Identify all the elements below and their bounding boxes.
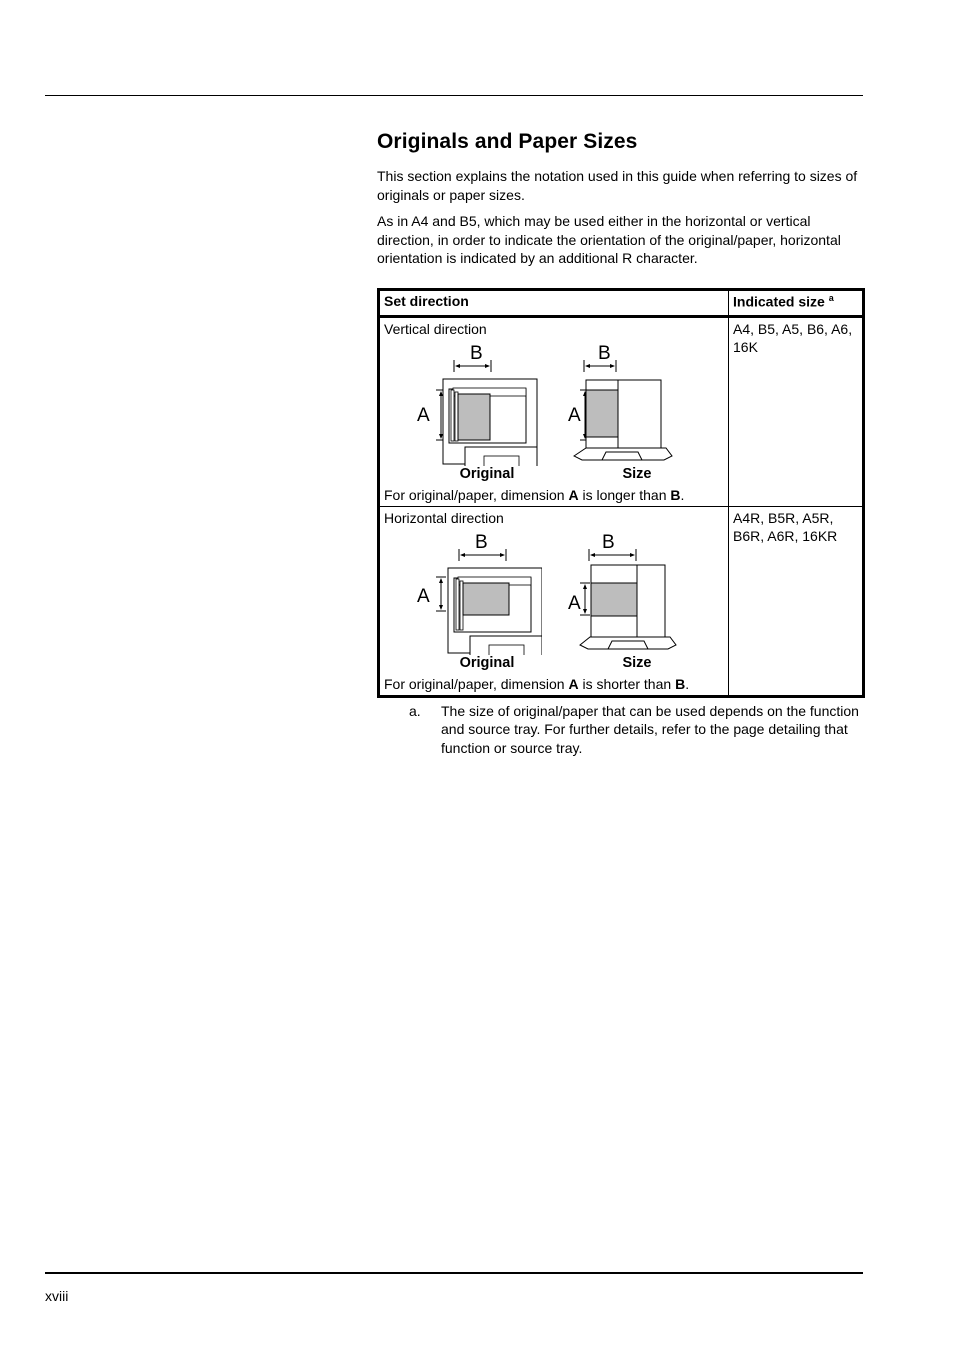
dimension-a-label: A bbox=[568, 592, 581, 614]
header-indicated-size bbox=[729, 289, 864, 316]
footer-rule bbox=[45, 1272, 863, 1274]
paper-size-table bbox=[377, 288, 865, 698]
page-number: xviii bbox=[45, 1288, 69, 1304]
direction-cell bbox=[379, 316, 729, 506]
intro-paragraph: This section explains the notation used in this guide when referring to sizes of originals or paper sizes. bbox=[377, 168, 858, 203]
size-diagram bbox=[562, 338, 712, 482]
header-rule bbox=[45, 95, 863, 96]
table-row bbox=[379, 316, 864, 506]
note-b: B bbox=[670, 486, 681, 503]
footnote-text: The size of original/paper that can be used depends on the function and source tray. For further details, refer to the page detailing that function or source tray. bbox=[441, 702, 859, 756]
main-content bbox=[377, 130, 863, 757]
diagram-row bbox=[384, 338, 724, 482]
footnote-mark: a. bbox=[409, 702, 421, 719]
paper-tray-illustration bbox=[562, 338, 692, 466]
diagram-row bbox=[384, 527, 724, 671]
direction-label: Vertical direction bbox=[384, 320, 487, 337]
scanner-original-illustration bbox=[412, 338, 542, 466]
direction-label: Horizontal direction bbox=[384, 509, 504, 526]
dimension-b-label: B bbox=[475, 531, 488, 553]
note-prefix: For original/paper, dimension bbox=[384, 486, 569, 503]
dimension-note bbox=[384, 675, 724, 693]
note-mid: is shorter than bbox=[578, 675, 676, 692]
scanner-original-illustration bbox=[412, 527, 542, 655]
orientation-paragraph: As in A4 and B5, which may be used either in the horizontal or vertical direction, in order to indicate the orientation of the original/paper, horizontal orientation is indicated by an additional R character. bbox=[377, 213, 841, 266]
dimension-a-label: A bbox=[568, 404, 581, 426]
footnote-ref: a bbox=[828, 292, 834, 303]
page-title: Originals and Paper Sizes bbox=[377, 130, 638, 153]
dimension-b-label: B bbox=[598, 342, 611, 364]
indicated-size-cell: A4R, B5R, A5R, B6R, A6R, 16KR bbox=[729, 506, 864, 696]
note-a: A bbox=[568, 486, 579, 503]
indicated-size-cell: A4, B5, A5, B6, A6, 16K bbox=[729, 316, 864, 506]
caption-original: Original bbox=[459, 465, 515, 482]
caption-size: Size bbox=[622, 654, 652, 671]
original-diagram bbox=[412, 338, 562, 482]
note-b: B bbox=[675, 675, 686, 692]
direction-cell bbox=[379, 506, 729, 696]
size-diagram bbox=[562, 527, 712, 671]
dimension-note bbox=[384, 486, 724, 504]
header-set-direction: Set direction bbox=[379, 289, 729, 316]
table-row bbox=[379, 506, 864, 696]
caption-original: Original bbox=[459, 654, 515, 671]
original-diagram bbox=[412, 527, 562, 671]
dimension-b-label: B bbox=[602, 531, 615, 553]
paper-tray-illustration bbox=[562, 527, 692, 655]
note-end: . bbox=[685, 675, 690, 692]
caption-size: Size bbox=[622, 465, 652, 482]
dimension-b-label: B bbox=[470, 342, 483, 364]
note-end: . bbox=[680, 486, 685, 503]
table-header-row bbox=[379, 289, 864, 316]
table-footnote bbox=[377, 702, 863, 758]
dimension-a-label: A bbox=[417, 585, 430, 607]
note-mid: is longer than bbox=[578, 486, 671, 503]
dimension-a-label: A bbox=[417, 404, 430, 426]
note-a: A bbox=[568, 675, 579, 692]
header-size-label: Indicated size bbox=[733, 293, 825, 310]
note-prefix: For original/paper, dimension bbox=[384, 675, 569, 692]
